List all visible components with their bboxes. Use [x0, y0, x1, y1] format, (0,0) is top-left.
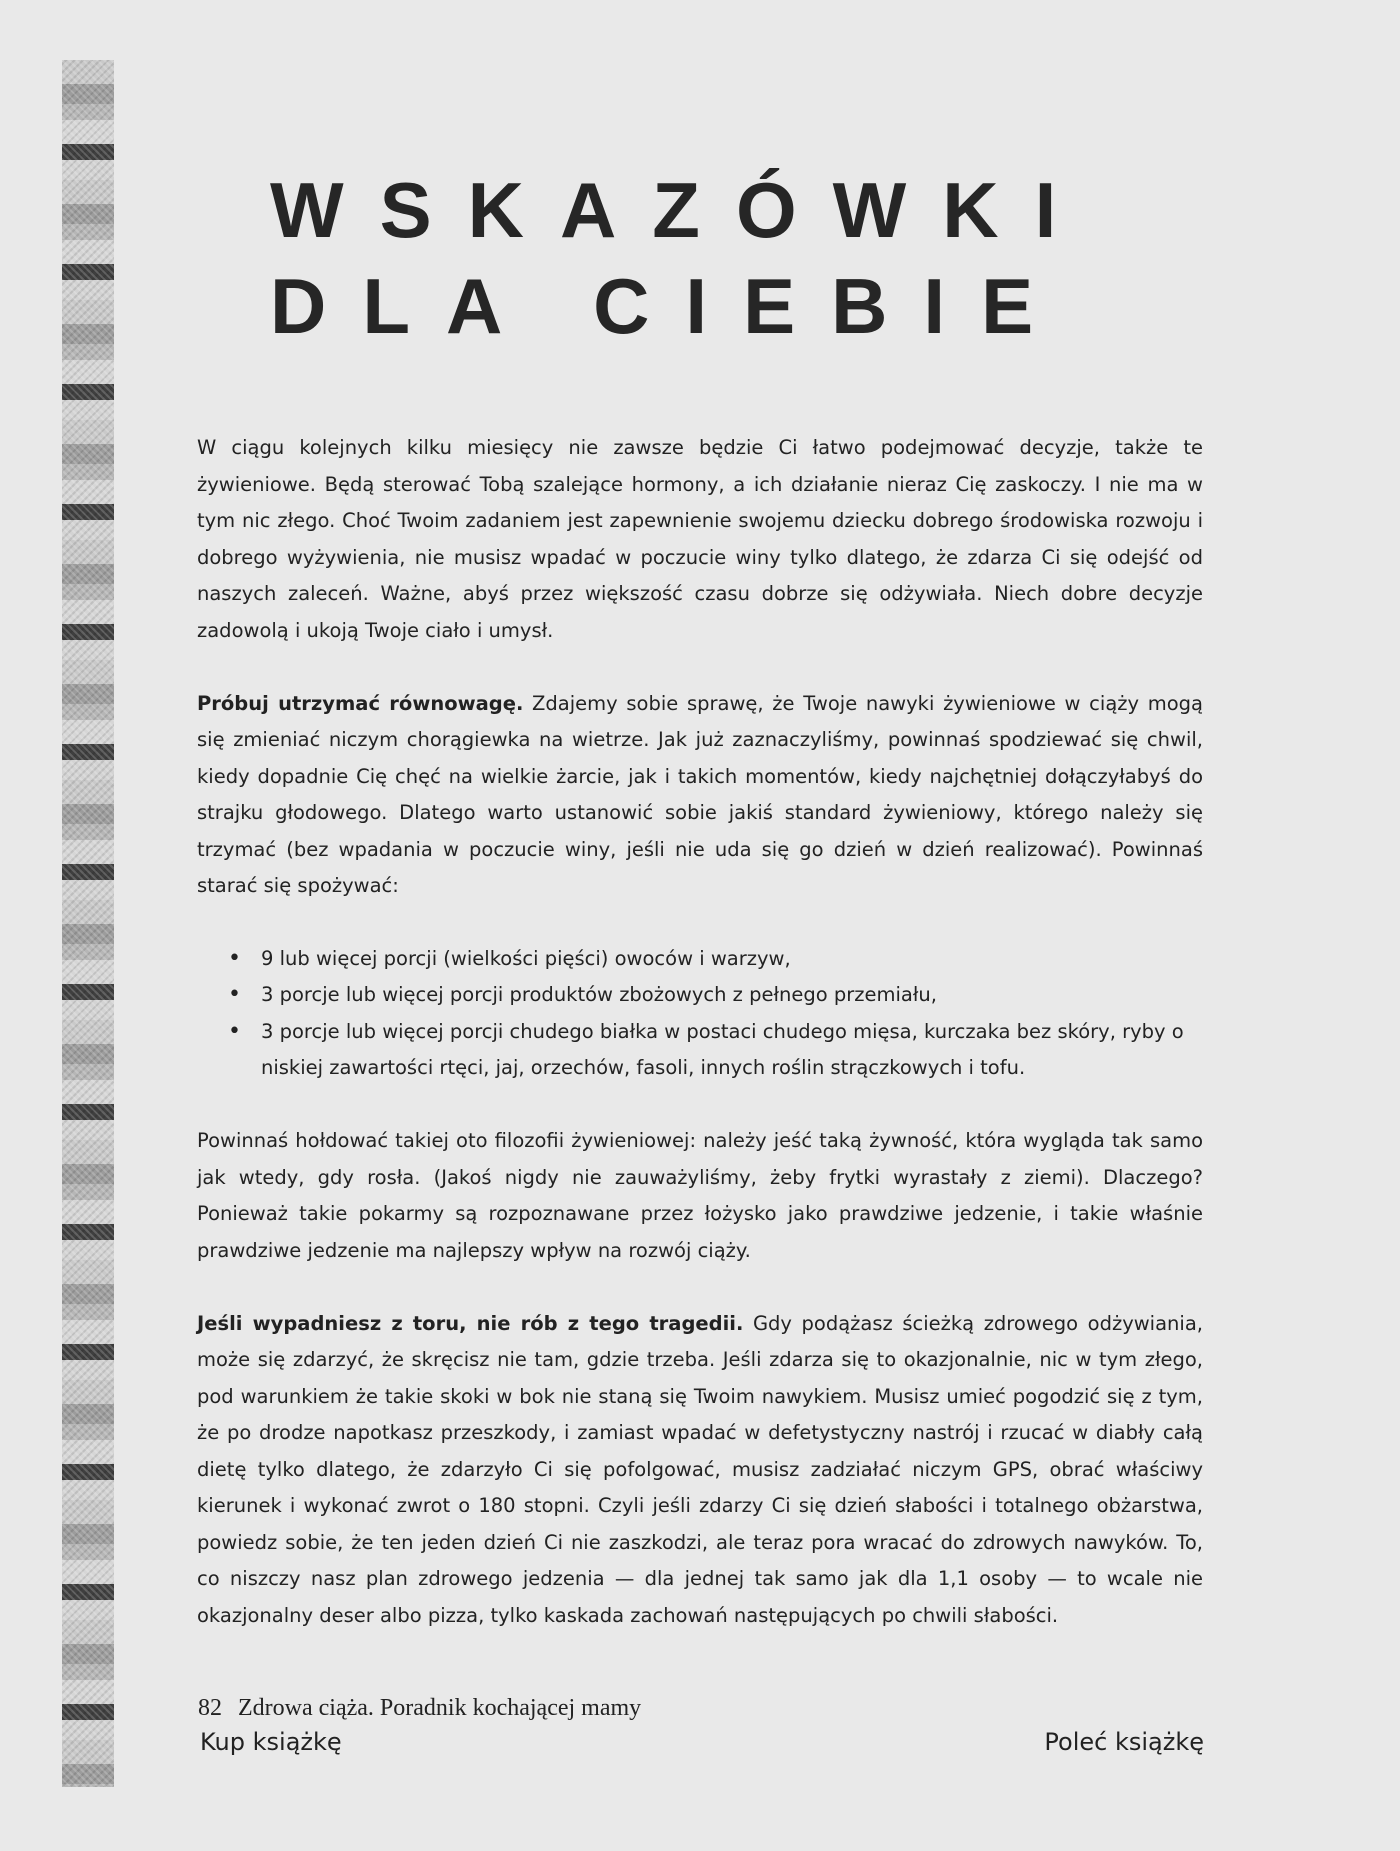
- decorative-side-strip: [62, 60, 114, 1787]
- list-item: • 3 porcje lub więcej porcji chudego białka w postaci chudego mięsa, kurczaka bez skóry, ryby o niskiej zawartości rtęci, jaj, orzechów, fasoli, innych roślin strączkowych i tofu.: [261, 1014, 1203, 1087]
- list-item: • 3 porcje lub więcej porcji produktów zbożowych z pełnego przemiału,: [261, 977, 1203, 1014]
- paragraph-offtrack-heading: Jeśli wypadniesz z toru, nie rób z tego tragedii.: [197, 1311, 744, 1335]
- buy-book-link[interactable]: Kup książkę: [200, 1728, 342, 1756]
- paragraph-offtrack: [197, 1306, 1203, 1635]
- title-line-1: WSKAZÓWKI: [270, 166, 1093, 254]
- paragraph-balance-heading: Próbuj utrzymać równowagę.: [197, 691, 524, 715]
- book-title: Zdrowa ciąża. Poradnik kochającej mamy: [238, 1695, 642, 1721]
- title-line-2: DLA CIEBIE: [270, 262, 1070, 350]
- paragraph-philosophy: Powinnaś hołdować takiej oto filozofii żywieniowej: należy jeść taką żywność, która wygląda tak samo jak wtedy, gdy rosła. (Jakoś nigdy nie zauważyliśmy, żeby frytki wyrastały z ziemi). Dlaczego? Ponieważ takie pokarmy są rozpoznawane przez łożysko jako prawdziwe jedzenie, i takie właśnie prawdziwe jedzenie ma najlepszy wpływ na rozwój ciąży.: [197, 1129, 1203, 1262]
- decorative-pattern: [62, 60, 114, 1787]
- bullet-list: [197, 941, 1203, 1087]
- list-item: • 9 lub więcej porcji (wielkości pięści) owoców i warzyw,: [261, 941, 1203, 978]
- paragraph-balance-text: Zdajemy sobie sprawę, że Twoje nawyki żywieniowe w ciąży mogą się zmieniać niczym chorągiewka na wietrze. Jak już zaznaczyliśmy, powinnaś spodziewać się chwil, kiedy dopadnie Cię chęć na wielkie żarcie, jak i takich momentów, kiedy najchętniej dołączyłabyś do strajku głodowego. Dlatego warto ustanowić sobie jakiś standard żywieniowy, którego należy się trzymać (bez wpadania w poczucie winy, jeśli nie uda się go dzień w dzień realizować). Powinnaś starać się spożywać:: [197, 691, 1203, 897]
- paragraph-offtrack-text: Gdy podążasz ścieżką zdrowego odżywiania, może się zdarzyć, że skręcisz nie tam, gdzie trzeba. Jeśli zdarza się to okazjonalnie, nic w tym złego, pod warunkiem że takie skoki w bok nie staną się Twoim nawykiem. Musisz umieć pogodzić się z tym, że po drodze napotkasz przeszkody, i zamiast wpadać w defetystyczny nastrój i rzucać w diabły całą dietę tylko dlatego, że zdarzyło Ci się pofolgować, musisz zadziałać niczym GPS, obrać właściwy kierunek i wykonać zwrot o 180 stopni. Czyli jeśli zdarzy Ci się dzień słabości i totalnego obżarstwa, powiedz sobie, że ten jeden dzień Ci nie zaszkodzi, ale teraz pora wracać do zdrowych nawyków. To, co niszczy nasz plan zdrowego jedzenia — dla jednej tak samo jak dla 1,1 osoby — to wcale nie okazjonalny deser albo pizza, tylko kaskada zachowań następujących po chwili słabości.: [197, 1311, 1203, 1627]
- paragraph-balance: [197, 686, 1203, 905]
- page-title: [270, 162, 1170, 354]
- recommend-book-link[interactable]: Poleć książkę: [1044, 1728, 1204, 1756]
- page-number: 82: [198, 1695, 222, 1721]
- page-footer: [198, 1695, 641, 1722]
- paragraph-intro: W ciągu kolejnych kilku miesięcy nie zawsze będzie Ci łatwo podejmować decyzje, także te żywieniowe. Będą sterować Tobą szalejące hormony, a ich działanie nieraz Cię zaskoczy. I nie ma w tym nic złego. Choć Twoim zadaniem jest zapewnienie swojemu dziecku dobrego środowiska rozwoju i dobrego wyżywienia, nie musisz wpadać w poczucie winy tylko dlatego, że zdarza Ci się odejść od naszych zaleceń. Ważne, abyś przez większość czasu dobrze się odżywiała. Niech dobre decyzje zadowolą i ukoją Twoje ciało i umysł.: [197, 436, 1203, 642]
- article-body: [197, 430, 1203, 1634]
